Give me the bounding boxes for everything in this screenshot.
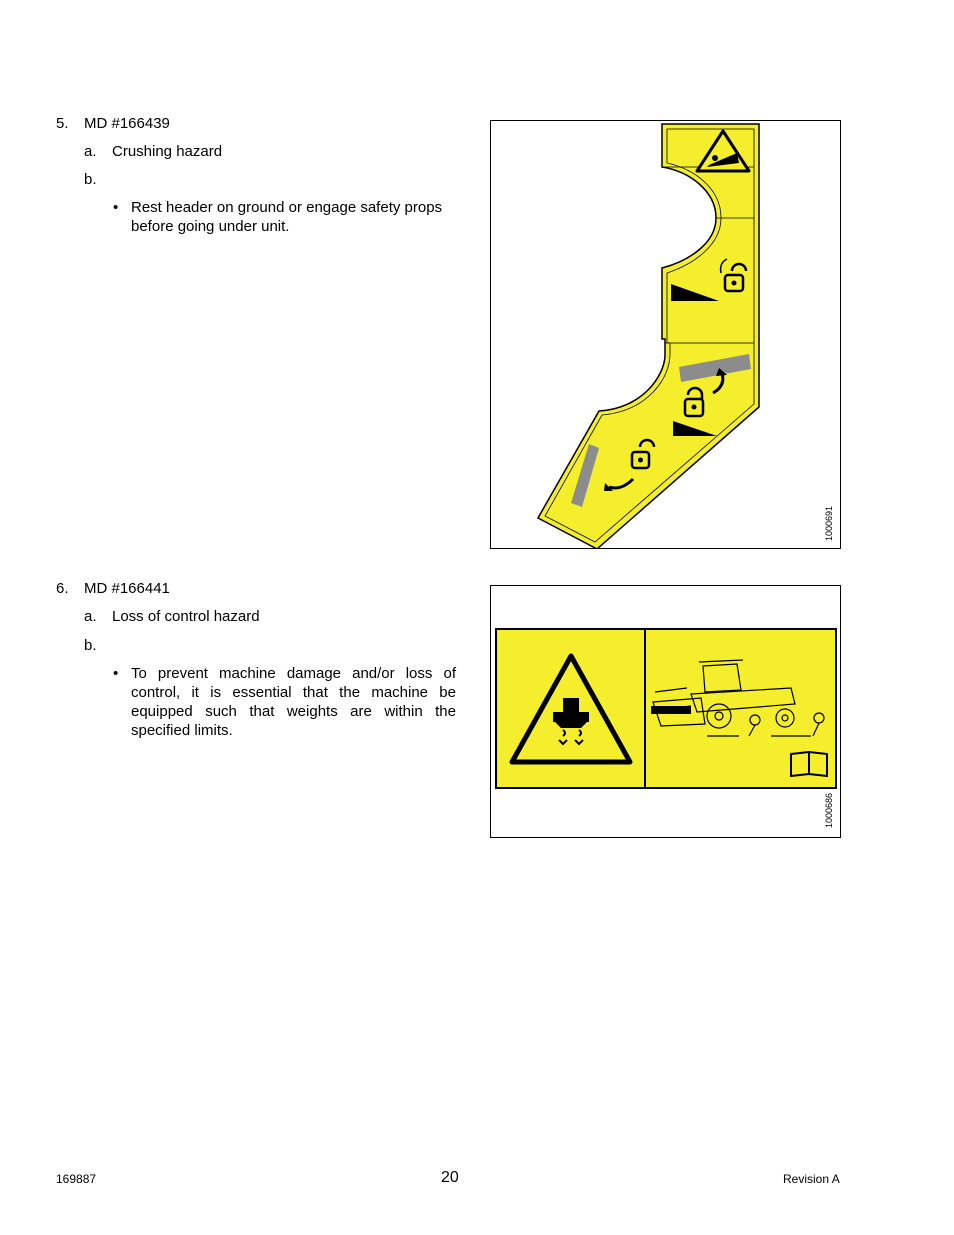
decal-figure-crushing bbox=[490, 120, 841, 549]
avoidance-text: Rest header on ground or engage safety props before going under unit. bbox=[131, 199, 443, 235]
sub-a-label: a. bbox=[84, 608, 97, 625]
item-title: MD #166439 bbox=[84, 115, 170, 132]
item-number: 6. bbox=[56, 580, 69, 597]
figure-id: 1000691 bbox=[824, 505, 834, 541]
item-title: MD #166441 bbox=[84, 580, 170, 597]
hazard-name: Loss of control hazard bbox=[112, 608, 260, 625]
hazard-name: Crushing hazard bbox=[112, 143, 223, 160]
decal-figure-loss-of-control bbox=[490, 585, 841, 838]
loss-of-control-decal bbox=[491, 586, 841, 838]
sub-b-label: b. bbox=[84, 171, 97, 188]
item-number: 5. bbox=[56, 115, 69, 132]
crushing-decal bbox=[491, 121, 841, 549]
avoidance-text: To prevent machine damage and/or loss of control, it is essential that the machine be equipped such that weights are within the specified limits. bbox=[131, 665, 456, 739]
operator-manual-icon bbox=[791, 752, 827, 776]
figure-id: 1000686 bbox=[824, 792, 834, 828]
sub-b-label: b. bbox=[84, 637, 97, 654]
sub-a-label: a. bbox=[84, 143, 97, 160]
bullet: • bbox=[113, 199, 119, 216]
document-number: 169887 bbox=[56, 1172, 97, 1186]
revision-label: Revision A bbox=[783, 1172, 840, 1186]
bullet: • bbox=[113, 665, 119, 682]
page-number: 20 bbox=[441, 1169, 459, 1186]
